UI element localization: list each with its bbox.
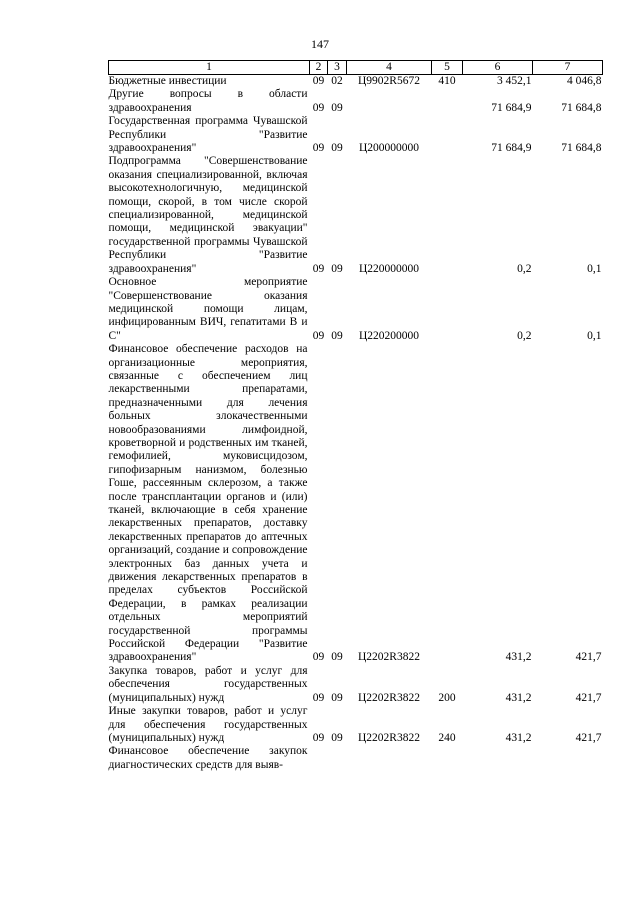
row-expense-type: 240: [438, 731, 456, 744]
header-col-4: 4: [347, 61, 432, 75]
row-target-code: Ц200000000: [358, 142, 420, 155]
row-subsection: 09: [331, 262, 343, 275]
row-target-code: [347, 745, 432, 772]
row-name: Закупка товаров, работ и услуг для обеспечения государственных (муниципальных) нужд: [108, 664, 308, 704]
row-name: Другие вопросы в области здравоохранения: [108, 88, 308, 114]
row-amount-2: 4 046,8: [567, 75, 602, 87]
row-section: 09: [312, 142, 325, 155]
row-target-code: Ц2202R3822: [358, 731, 420, 744]
header-col-7: 7: [533, 61, 603, 75]
row-amount-1: 71 684,9: [491, 101, 532, 114]
row-amount-1: [463, 745, 533, 772]
row-expense-type: 200: [438, 691, 456, 704]
header-col-5: 5: [432, 61, 463, 75]
page-number: 147: [311, 37, 329, 51]
table-header-row: [109, 61, 603, 75]
row-amount-2: 71 684,8: [561, 101, 602, 114]
row-section: 09: [312, 691, 325, 704]
row-expense-type: [432, 155, 463, 276]
row-amount-1: 431,2: [505, 651, 532, 664]
row-amount-1: 0,2: [517, 329, 532, 342]
row-subsection: 09: [331, 651, 343, 664]
row-amount-2: 421,7: [575, 731, 602, 744]
row-expense-type: [432, 115, 463, 155]
row-subsection: 09: [331, 731, 343, 744]
header-col-6: 6: [463, 61, 533, 75]
header-col-2: 2: [310, 61, 328, 75]
row-subsection: 09: [331, 142, 343, 155]
table-row: [109, 276, 603, 343]
row-target-code: [347, 88, 432, 115]
row-amount-1: 431,2: [505, 731, 532, 744]
table-row: [109, 115, 603, 155]
row-subsection: 02: [331, 75, 343, 87]
row-expense-type: [432, 745, 463, 772]
table-row: [109, 745, 603, 772]
row-subsection: 09: [331, 101, 343, 114]
row-target-code: Ц220200000: [358, 329, 420, 342]
table-row: [109, 705, 603, 745]
row-expense-type: [432, 88, 463, 115]
row-target-code: Ц2202R3822: [358, 691, 420, 704]
row-name: Государственная программа Чувашской Республики "Развитие здравоохранения": [108, 115, 308, 155]
row-amount-2: 0,1: [587, 262, 602, 275]
row-amount-2: 421,7: [575, 691, 602, 704]
row-name: Основное мероприятие "Совершенствование оказания медицинской помощи лицам, инфицированным ВИЧ, гепатитами В и С": [108, 276, 308, 342]
row-target-code: Ц9902R5672: [358, 75, 420, 87]
row-name: Подпрограмма "Совершенствование оказания специализированной, включая высокотехнологичную, медицинской помощи, скорой, в том числе скорой специализированной, медицинской помощи, медицинской эвакуации" государственной программы Чувашской Республики "Развитие здравоохранения": [108, 155, 308, 275]
table-row: [109, 343, 603, 665]
row-section: 09: [312, 731, 325, 744]
row-amount-2: 421,7: [575, 651, 602, 664]
row-section: 09: [312, 329, 325, 342]
row-name: Финансовое обеспечение расходов на организационные мероприятия, связанные с обеспечением лиц лекарственными препаратами, предназначенными для лечения больных злокачественными новообразованиями лимфоидной, кроветворной и родственных им тканей, гемофилией, муковисцидозом, гипофизарным нанизмом, болезнью Гоше, рассеянным склерозом, а также после трансплантации органов и (или) тканей, включающие в себя хранение лекарственных препаратов, доставку лекарственных препаратов до аптечных организаций, создание и сопровождение электронных баз данных учета и движения лекарственных препаратов в пределах субъектов Российской Федерации, в рамках реализации отдельных мероприятий государственной программы Российской Федерации "Развитие здравоохранения": [108, 343, 308, 664]
row-target-code: Ц2202R3822: [358, 651, 420, 664]
row-subsection: 09: [331, 329, 343, 342]
table-row: [109, 88, 603, 115]
row-section: 09: [312, 262, 325, 275]
row-section: 09: [312, 101, 325, 114]
row-section: 09: [312, 651, 325, 664]
row-amount-2: [533, 745, 603, 772]
row-name: Бюджетные инвестиции: [108, 75, 227, 87]
row-subsection: 09: [331, 691, 343, 704]
row-section: 09: [312, 75, 325, 87]
row-name: Финансовое обеспечение закупок диагностических средств для выяв-: [108, 745, 308, 771]
row-amount-1: 3 452,1: [497, 75, 532, 87]
row-name: Иные закупки товаров, работ и услуг для обеспечения государственных (муниципальных) нужд: [108, 705, 308, 744]
row-amount-1: 71 684,9: [491, 142, 532, 155]
table-row: [109, 665, 603, 705]
table-row: [109, 155, 603, 276]
row-section: [310, 745, 328, 772]
row-amount-1: 0,2: [517, 262, 532, 275]
table-row: [109, 75, 603, 89]
row-expense-type: [432, 276, 463, 343]
row-amount-1: 431,2: [505, 691, 532, 704]
header-col-1: 1: [109, 61, 310, 75]
row-amount-2: 71 684,8: [561, 142, 602, 155]
row-target-code: Ц220000000: [358, 262, 420, 275]
budget-table: [108, 60, 603, 772]
row-subsection: [328, 745, 347, 772]
row-expense-type: 410: [438, 75, 456, 87]
row-expense-type: [432, 343, 463, 665]
header-col-3: 3: [328, 61, 347, 75]
row-amount-2: 0,1: [587, 329, 602, 342]
